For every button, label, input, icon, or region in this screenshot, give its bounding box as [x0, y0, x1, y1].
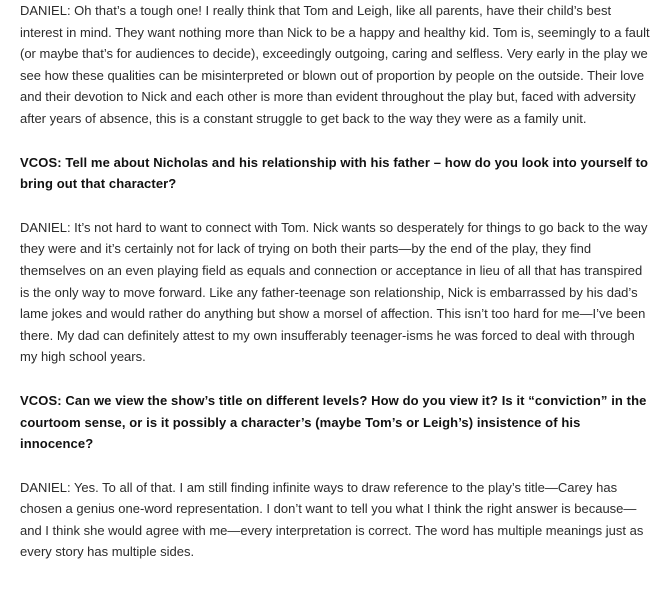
answer-paragraph-tom-and-leigh: DANIEL: Oh that’s a tough one! I really think that Tom and Leigh, like all parents, have their child’s best interest in mind. They want nothing more than Nick to be a happy and healthy kid. Tom is, seemingly to a fault (or maybe that’s for audiences to decide), exceedingly outgoing, caring and selfless. Very early in the play we see how these qualities can be misinterpreted or blown out of proportion by people on the outside. Their love and their devotion to Nick and each other is more than evident throughout the play but, faced with adversity after years of absence, this is a constant struggle to get back to the way they were as a family unit. [20, 3, 650, 126]
answer-paragraph-title-meanings: DANIEL: Yes. To all of that. I am still finding infinite ways to draw reference to the play’s title—Carey has chosen a genius one-word representation. I don’t want to tell you what I think the right answer is because—and I think she would agree with me—every interpretation is correct. The word has multiple meanings just as every story has multiple sides. [20, 479, 644, 560]
question-paragraph-show-title: VCOS: Can we view the show’s title on different levels? How do you view it? Is it “conviction” in the courtoom sense, or is it possibly a character’s (maybe Tom’s or Leigh’s) insistence of his innocence? [20, 392, 647, 452]
answer-paragraph-connecting-with-tom: DANIEL: It’s not hard to want to connect with Tom. Nick wants so desperately for things to go back to the way they were and it’s certainly not for lack of trying on both their parts—by the end of the play, they find themselves on an even playing field as equals and connection or acceptance in lieu of all that has transpired is the only way to move forward. Like any father-teenage son relationship, Nick is embarrassed by his dad’s lame jokes and would rather do anything but show a morsel of affection. This isn’t too hard for me—I’ve been there. My dad can definitely attest to my own insufferably teenager-isms he was forced to deal with through my high school years. [20, 219, 648, 365]
interview-article [20, 0, 650, 585]
question-paragraph-nicholas-and-father: VCOS: Tell me about Nicholas and his relationship with his father – how do you look into yourself to bring out that character? [20, 154, 649, 192]
